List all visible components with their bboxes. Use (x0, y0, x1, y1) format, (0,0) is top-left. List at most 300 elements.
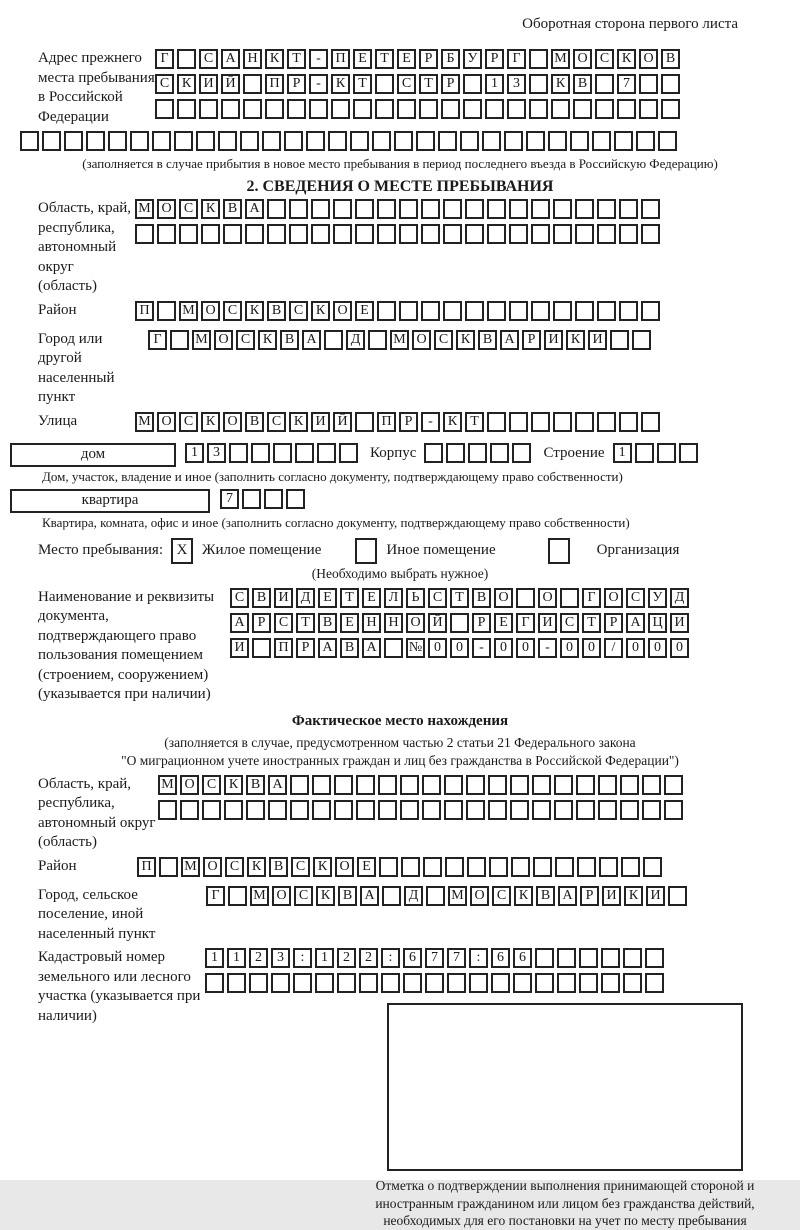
char-cell[interactable]: Б (441, 49, 460, 69)
char-cell[interactable] (174, 131, 193, 151)
char-cell[interactable]: С (236, 330, 255, 350)
char-cell[interactable]: К (443, 412, 462, 432)
char-cell[interactable] (597, 224, 616, 244)
char-cell[interactable] (243, 99, 262, 119)
char-cell[interactable] (170, 330, 189, 350)
char-cell[interactable] (196, 131, 215, 151)
char-cell[interactable]: А (500, 330, 519, 350)
char-cell[interactable]: В (573, 74, 592, 94)
char-cell[interactable] (421, 199, 440, 219)
char-cell[interactable]: К (566, 330, 585, 350)
char-cell[interactable] (401, 857, 420, 877)
checkbox-organizatsiya[interactable] (548, 538, 570, 564)
char-cell[interactable] (252, 638, 271, 658)
char-cell[interactable]: Г (582, 588, 601, 608)
char-cell[interactable]: С (294, 886, 313, 906)
char-cell[interactable] (227, 973, 246, 993)
char-cell[interactable] (422, 800, 441, 820)
char-cell[interactable]: О (333, 301, 352, 321)
char-cell[interactable] (368, 330, 387, 350)
char-cell[interactable] (317, 443, 336, 463)
char-cell[interactable] (155, 99, 174, 119)
char-cell[interactable]: К (289, 412, 308, 432)
char-cell[interactable] (309, 99, 328, 119)
char-cell[interactable]: М (135, 199, 154, 219)
char-cell[interactable] (487, 301, 506, 321)
char-cell[interactable] (228, 886, 247, 906)
char-cell[interactable]: 3 (207, 443, 226, 463)
char-cell[interactable] (513, 973, 532, 993)
char-cell[interactable]: В (661, 49, 680, 69)
char-cell[interactable]: К (316, 886, 335, 906)
char-cell[interactable] (315, 973, 334, 993)
char-cell[interactable]: К (456, 330, 475, 350)
char-cell[interactable]: В (252, 588, 271, 608)
char-cell[interactable] (447, 973, 466, 993)
char-cell[interactable] (290, 775, 309, 795)
char-cell[interactable] (443, 301, 462, 321)
char-cell[interactable]: 0 (516, 638, 535, 658)
char-cell[interactable] (553, 301, 572, 321)
char-cell[interactable] (444, 800, 463, 820)
char-cell[interactable]: 0 (560, 638, 579, 658)
char-cell[interactable] (331, 99, 350, 119)
char-cell[interactable] (641, 301, 660, 321)
char-cell[interactable]: 6 (403, 948, 422, 968)
char-cell[interactable] (531, 199, 550, 219)
char-cell[interactable]: К (265, 49, 284, 69)
char-cell[interactable]: С (202, 775, 221, 795)
char-cell[interactable] (86, 131, 105, 151)
char-cell[interactable] (491, 973, 510, 993)
char-cell[interactable] (444, 775, 463, 795)
char-cell[interactable] (443, 224, 462, 244)
char-cell[interactable]: К (313, 857, 332, 877)
char-cell[interactable]: Е (355, 301, 374, 321)
char-cell[interactable] (531, 224, 550, 244)
char-cell[interactable] (573, 99, 592, 119)
char-cell[interactable] (576, 800, 595, 820)
char-cell[interactable] (599, 857, 618, 877)
char-cell[interactable] (286, 489, 305, 509)
char-cell[interactable]: С (274, 613, 293, 633)
char-cell[interactable]: 7 (447, 948, 466, 968)
char-cell[interactable]: П (274, 638, 293, 658)
char-cell[interactable]: Т (450, 588, 469, 608)
char-cell[interactable] (463, 74, 482, 94)
char-cell[interactable] (509, 224, 528, 244)
char-cell[interactable]: С (179, 199, 198, 219)
char-cell[interactable]: К (617, 49, 636, 69)
char-cell[interactable] (306, 131, 325, 151)
char-cell[interactable]: 0 (450, 638, 469, 658)
char-cell[interactable]: И (274, 588, 293, 608)
char-cell[interactable] (510, 775, 529, 795)
char-cell[interactable]: Г (206, 886, 225, 906)
char-cell[interactable]: О (494, 588, 513, 608)
char-cell[interactable]: М (158, 775, 177, 795)
char-cell[interactable] (645, 973, 664, 993)
char-cell[interactable] (516, 588, 535, 608)
char-cell[interactable] (509, 301, 528, 321)
char-cell[interactable] (575, 301, 594, 321)
char-cell[interactable]: В (245, 412, 264, 432)
char-cell[interactable]: К (624, 886, 643, 906)
char-cell[interactable] (64, 131, 83, 151)
char-cell[interactable]: Р (441, 74, 460, 94)
char-cell[interactable]: № (406, 638, 425, 658)
char-cell[interactable] (526, 131, 545, 151)
char-cell[interactable]: М (250, 886, 269, 906)
char-cell[interactable]: 7 (220, 489, 239, 509)
char-cell[interactable]: С (434, 330, 453, 350)
char-cell[interactable] (223, 224, 242, 244)
char-cell[interactable]: С (225, 857, 244, 877)
char-cell[interactable]: Н (243, 49, 262, 69)
char-cell[interactable] (218, 131, 237, 151)
char-cell[interactable] (577, 857, 596, 877)
char-cell[interactable] (623, 948, 642, 968)
char-cell[interactable]: 2 (249, 948, 268, 968)
char-cell[interactable] (240, 131, 259, 151)
char-cell[interactable] (485, 99, 504, 119)
char-cell[interactable]: 2 (337, 948, 356, 968)
char-cell[interactable] (597, 301, 616, 321)
char-cell[interactable] (108, 131, 127, 151)
char-cell[interactable] (557, 948, 576, 968)
char-cell[interactable] (403, 973, 422, 993)
char-cell[interactable]: Р (485, 49, 504, 69)
char-cell[interactable] (378, 775, 397, 795)
char-cell[interactable]: Р (472, 613, 491, 633)
char-cell[interactable]: / (604, 638, 623, 658)
char-cell[interactable] (350, 131, 369, 151)
char-cell[interactable] (560, 588, 579, 608)
char-cell[interactable] (643, 857, 662, 877)
char-cell[interactable]: О (412, 330, 431, 350)
char-cell[interactable] (639, 74, 658, 94)
char-cell[interactable] (375, 99, 394, 119)
char-cell[interactable] (199, 99, 218, 119)
char-cell[interactable] (482, 131, 501, 151)
char-cell[interactable] (242, 489, 261, 509)
char-cell[interactable] (267, 224, 286, 244)
char-cell[interactable] (557, 973, 576, 993)
char-cell[interactable] (595, 99, 614, 119)
char-cell[interactable] (548, 131, 567, 151)
char-cell[interactable] (488, 800, 507, 820)
char-cell[interactable]: 0 (648, 638, 667, 658)
char-cell[interactable] (570, 131, 589, 151)
char-cell[interactable]: Т (419, 74, 438, 94)
char-cell[interactable] (489, 857, 508, 877)
char-cell[interactable]: В (472, 588, 491, 608)
char-cell[interactable] (382, 886, 401, 906)
char-cell[interactable] (645, 948, 664, 968)
char-cell[interactable]: П (135, 301, 154, 321)
char-cell[interactable]: 6 (491, 948, 510, 968)
char-cell[interactable] (642, 775, 661, 795)
char-cell[interactable] (334, 800, 353, 820)
char-cell[interactable]: С (492, 886, 511, 906)
char-cell[interactable] (333, 199, 352, 219)
char-cell[interactable]: А (558, 886, 577, 906)
char-cell[interactable]: У (648, 588, 667, 608)
char-cell[interactable] (243, 74, 262, 94)
char-cell[interactable] (533, 857, 552, 877)
char-cell[interactable] (356, 800, 375, 820)
char-cell[interactable]: Т (465, 412, 484, 432)
char-cell[interactable] (295, 443, 314, 463)
char-cell[interactable] (642, 800, 661, 820)
char-cell[interactable]: 1 (227, 948, 246, 968)
char-cell[interactable] (555, 857, 574, 877)
char-cell[interactable] (535, 948, 554, 968)
char-cell[interactable]: 1 (485, 74, 504, 94)
char-cell[interactable] (424, 443, 443, 463)
char-cell[interactable] (264, 489, 283, 509)
char-cell[interactable]: И (199, 74, 218, 94)
char-cell[interactable]: И (311, 412, 330, 432)
char-cell[interactable]: К (247, 857, 266, 877)
char-cell[interactable]: М (390, 330, 409, 350)
char-cell[interactable]: - (309, 49, 328, 69)
char-cell[interactable] (421, 224, 440, 244)
char-cell[interactable]: Ь (406, 588, 425, 608)
char-cell[interactable] (426, 886, 445, 906)
char-cell[interactable] (377, 301, 396, 321)
char-cell[interactable]: Г (148, 330, 167, 350)
char-cell[interactable] (355, 199, 374, 219)
char-cell[interactable] (598, 800, 617, 820)
char-cell[interactable]: Т (287, 49, 306, 69)
char-cell[interactable] (421, 301, 440, 321)
char-cell[interactable]: : (469, 948, 488, 968)
char-cell[interactable] (381, 973, 400, 993)
char-cell[interactable] (510, 800, 529, 820)
char-cell[interactable]: - (472, 638, 491, 658)
char-cell[interactable]: О (639, 49, 658, 69)
char-cell[interactable]: 1 (185, 443, 204, 463)
char-cell[interactable]: М (181, 857, 200, 877)
char-cell[interactable] (311, 199, 330, 219)
char-cell[interactable] (423, 857, 442, 877)
char-cell[interactable]: О (201, 301, 220, 321)
char-cell[interactable]: С (291, 857, 310, 877)
char-cell[interactable] (135, 224, 154, 244)
char-cell[interactable] (466, 800, 485, 820)
char-cell[interactable]: К (311, 301, 330, 321)
char-cell[interactable] (445, 857, 464, 877)
char-cell[interactable] (554, 775, 573, 795)
char-cell[interactable] (337, 973, 356, 993)
char-cell[interactable] (529, 99, 548, 119)
char-cell[interactable] (576, 775, 595, 795)
char-cell[interactable] (487, 224, 506, 244)
char-cell[interactable] (610, 330, 629, 350)
char-cell[interactable]: Т (582, 613, 601, 633)
char-cell[interactable]: Е (318, 588, 337, 608)
char-cell[interactable] (262, 131, 281, 151)
char-cell[interactable]: О (214, 330, 233, 350)
char-cell[interactable]: Д (404, 886, 423, 906)
char-cell[interactable]: Л (384, 588, 403, 608)
char-cell[interactable] (509, 199, 528, 219)
char-cell[interactable]: С (397, 74, 416, 94)
char-cell[interactable] (312, 800, 331, 820)
char-cell[interactable] (601, 973, 620, 993)
char-cell[interactable] (267, 199, 286, 219)
char-cell[interactable]: Е (340, 613, 359, 633)
char-cell[interactable] (636, 131, 655, 151)
char-cell[interactable]: А (360, 886, 379, 906)
char-cell[interactable]: Р (604, 613, 623, 633)
char-cell[interactable]: К (514, 886, 533, 906)
char-cell[interactable]: О (406, 613, 425, 633)
char-cell[interactable]: Р (522, 330, 541, 350)
char-cell[interactable] (384, 638, 403, 658)
char-cell[interactable]: В (246, 775, 265, 795)
char-cell[interactable] (356, 775, 375, 795)
char-cell[interactable]: С (595, 49, 614, 69)
char-cell[interactable] (179, 224, 198, 244)
char-cell[interactable] (657, 443, 676, 463)
char-cell[interactable] (579, 948, 598, 968)
char-cell[interactable] (531, 412, 550, 432)
char-cell[interactable] (529, 49, 548, 69)
char-cell[interactable]: К (551, 74, 570, 94)
char-cell[interactable] (20, 131, 39, 151)
char-cell[interactable] (619, 224, 638, 244)
char-cell[interactable] (617, 99, 636, 119)
char-cell[interactable]: И (670, 613, 689, 633)
char-cell[interactable] (529, 74, 548, 94)
char-cell[interactable] (553, 412, 572, 432)
char-cell[interactable]: В (536, 886, 555, 906)
char-cell[interactable] (290, 800, 309, 820)
char-cell[interactable]: 1 (205, 948, 224, 968)
char-cell[interactable]: Е (494, 613, 513, 633)
char-cell[interactable]: 7 (617, 74, 636, 94)
char-cell[interactable]: Т (340, 588, 359, 608)
char-cell[interactable]: Й (221, 74, 240, 94)
char-cell[interactable] (469, 973, 488, 993)
char-cell[interactable] (490, 443, 509, 463)
char-cell[interactable]: - (538, 638, 557, 658)
char-cell[interactable]: В (340, 638, 359, 658)
char-cell[interactable]: А (626, 613, 645, 633)
char-cell[interactable]: 1 (315, 948, 334, 968)
char-cell[interactable]: О (180, 775, 199, 795)
char-cell[interactable] (159, 857, 178, 877)
char-cell[interactable]: 2 (359, 948, 378, 968)
char-cell[interactable]: М (192, 330, 211, 350)
char-cell[interactable] (328, 131, 347, 151)
char-cell[interactable] (468, 443, 487, 463)
char-cell[interactable]: М (551, 49, 570, 69)
char-cell[interactable]: М (179, 301, 198, 321)
char-cell[interactable] (619, 412, 638, 432)
char-cell[interactable]: А (318, 638, 337, 658)
char-cell[interactable] (488, 775, 507, 795)
char-cell[interactable] (377, 199, 396, 219)
char-cell[interactable] (598, 775, 617, 795)
char-cell[interactable] (229, 443, 248, 463)
char-cell[interactable] (531, 301, 550, 321)
char-cell[interactable] (664, 775, 683, 795)
char-cell[interactable] (466, 775, 485, 795)
char-cell[interactable] (446, 443, 465, 463)
char-cell[interactable]: Ц (648, 613, 667, 633)
char-cell[interactable] (619, 199, 638, 219)
char-cell[interactable]: А (268, 775, 287, 795)
char-cell[interactable] (601, 948, 620, 968)
char-cell[interactable]: С (155, 74, 174, 94)
char-cell[interactable]: Д (346, 330, 365, 350)
char-cell[interactable]: П (137, 857, 156, 877)
char-cell[interactable]: С (223, 301, 242, 321)
char-cell[interactable] (355, 224, 374, 244)
char-cell[interactable]: Й (333, 412, 352, 432)
char-cell[interactable]: Г (507, 49, 526, 69)
char-cell[interactable]: : (381, 948, 400, 968)
char-cell[interactable] (661, 74, 680, 94)
char-cell[interactable] (202, 800, 221, 820)
char-cell[interactable]: Е (397, 49, 416, 69)
char-cell[interactable] (177, 49, 196, 69)
char-cell[interactable] (419, 99, 438, 119)
char-cell[interactable] (460, 131, 479, 151)
char-cell[interactable] (311, 224, 330, 244)
char-cell[interactable]: Т (296, 613, 315, 633)
char-cell[interactable] (623, 973, 642, 993)
char-cell[interactable] (487, 412, 506, 432)
char-cell[interactable]: К (245, 301, 264, 321)
char-cell[interactable]: К (201, 199, 220, 219)
char-cell[interactable] (224, 800, 243, 820)
char-cell[interactable] (268, 800, 287, 820)
char-cell[interactable] (641, 224, 660, 244)
char-cell[interactable] (251, 443, 270, 463)
char-cell[interactable]: Р (399, 412, 418, 432)
char-cell[interactable]: Т (353, 74, 372, 94)
char-cell[interactable]: Т (375, 49, 394, 69)
char-cell[interactable]: А (362, 638, 381, 658)
char-cell[interactable] (668, 886, 687, 906)
char-cell[interactable]: О (223, 412, 242, 432)
char-cell[interactable]: А (302, 330, 321, 350)
char-cell[interactable] (416, 131, 435, 151)
char-cell[interactable] (632, 330, 651, 350)
char-cell[interactable]: И (230, 638, 249, 658)
char-cell[interactable] (379, 857, 398, 877)
char-cell[interactable]: 3 (507, 74, 526, 94)
char-cell[interactable] (512, 443, 531, 463)
char-cell[interactable]: - (309, 74, 328, 94)
char-cell[interactable]: О (573, 49, 592, 69)
char-cell[interactable]: И (588, 330, 607, 350)
char-cell[interactable] (635, 443, 654, 463)
char-cell[interactable] (450, 613, 469, 633)
char-cell[interactable] (438, 131, 457, 151)
char-cell[interactable]: К (224, 775, 243, 795)
char-cell[interactable] (273, 443, 292, 463)
char-cell[interactable]: У (463, 49, 482, 69)
char-cell[interactable] (511, 857, 530, 877)
char-cell[interactable] (377, 224, 396, 244)
char-cell[interactable] (42, 131, 61, 151)
char-cell[interactable]: Г (516, 613, 535, 633)
